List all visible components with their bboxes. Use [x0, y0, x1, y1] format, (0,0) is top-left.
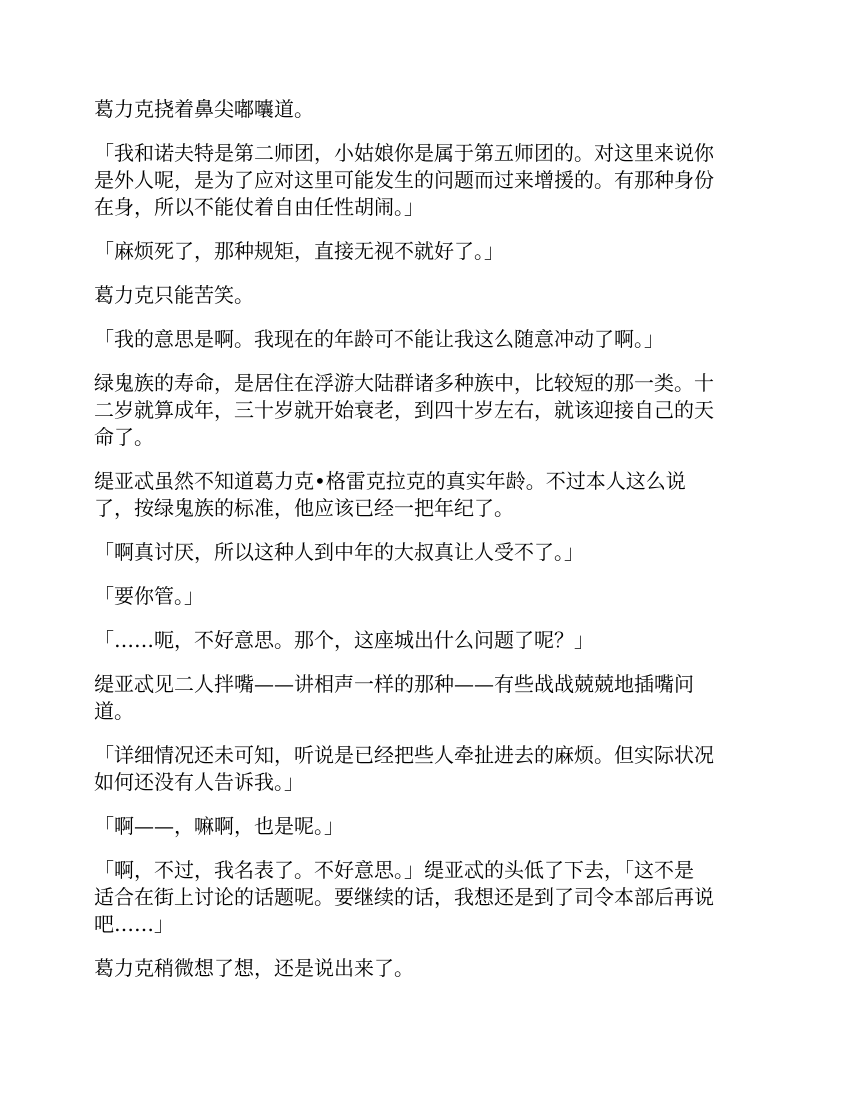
text-line: 「详细情况还未可知，听说是已经把些人牵扯进去的麻烦。但实际状况	[94, 743, 714, 767]
text-line: 道。	[94, 699, 134, 723]
text-line: 绿鬼族的寿命，是居住在浮游大陆群诸多种族中，比较短的那一类。十	[94, 371, 714, 395]
paragraph	[94, 955, 760, 982]
text-line: 了，按绿鬼族的标准，他应该已经一把年纪了。	[94, 496, 514, 520]
text-line: 葛力克只能苦笑。	[94, 283, 254, 307]
text-line: 适合在街上讨论的话题呢。要继续的话，我想还是到了司令本部后再说	[94, 885, 714, 909]
text-line: 葛力克挠着鼻尖嘟囔道。	[94, 97, 314, 121]
paragraph	[94, 813, 760, 840]
text-line: 如何还没有人告诉我。」	[94, 770, 304, 794]
text-line: 「我的意思是啊。我现在的年龄可不能让我这么随意冲动了啊。」	[94, 327, 664, 351]
text-line: 「啊——，嘛啊，也是呢。」	[94, 814, 344, 838]
text-line: 缇亚忒虽然不知道葛力克•格雷克拉克的真实年龄。不过本人这么说	[94, 469, 686, 493]
paragraph	[94, 742, 760, 796]
text-line: 「麻烦死了，那种规矩，直接无视不就好了。」	[94, 239, 504, 263]
body-text	[94, 96, 760, 982]
paragraph	[94, 96, 760, 123]
text-line: 缇亚忒见二人拌嘴——讲相声一样的那种——有些战战兢兢地插嘴问	[94, 672, 694, 696]
text-line: 吧……」	[94, 912, 174, 936]
text-line: 二岁就算成年，三十岁就开始衰老，到四十岁左右，就该迎接自己的天	[94, 398, 714, 422]
text-line: 「啊真讨厌，所以这种人到中年的大叔真让人受不了。」	[94, 540, 584, 564]
paragraph	[94, 140, 760, 221]
text-line: 在身，所以不能仗着自由任性胡闹。」	[94, 195, 424, 219]
paragraph	[94, 468, 760, 522]
text-line: 「啊，不过，我名表了。不好意思。」缇亚忒的头低了下去，「这不是	[94, 858, 694, 882]
paragraph	[94, 627, 760, 654]
paragraph	[94, 539, 760, 566]
paragraph	[94, 238, 760, 265]
paragraph	[94, 326, 760, 353]
paragraph	[94, 583, 760, 610]
text-line: 葛力克稍微想了想，还是说出来了。	[94, 956, 414, 980]
paragraph	[94, 282, 760, 309]
text-line: 是外人呢，是为了应对这里可能发生的问题而过来增援的。有那种身份	[94, 168, 714, 192]
text-line: 「要你管。」	[94, 584, 204, 608]
text-line: 「我和诺夫特是第二师团，小姑娘你是属于第五师团的。对这里来说你	[94, 141, 714, 165]
paragraph	[94, 671, 760, 725]
text-line: 命了。	[94, 425, 154, 449]
text-line: 「……呃，不好意思。那个，这座城出什么问题了呢？」	[94, 628, 594, 652]
paragraph	[94, 370, 760, 451]
paragraph	[94, 857, 760, 938]
